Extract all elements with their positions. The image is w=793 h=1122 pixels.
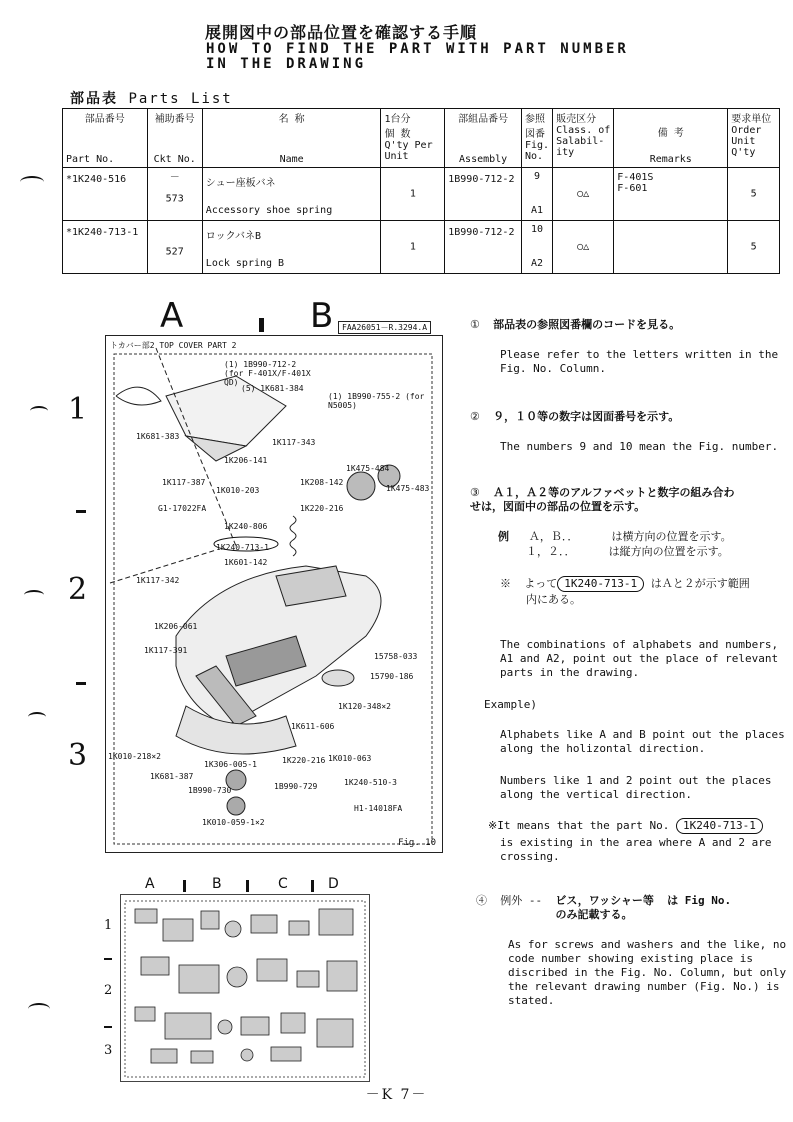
callout-label: 1K306-005-1 [204,760,257,769]
callout-label: 1K611-606 [291,722,335,731]
parts-list-label-jp: 部品表 [70,91,118,107]
instruction-4-english: As for screws and washers and the like, no code number showing existing place is discribed in the Fig. No. Column, but only the relevant drawing number (Fig. No.) is stated. [508,938,787,1007]
callout-label: 1K206-061 [154,622,198,631]
header-assembly: 部組品番号 Assembly [445,109,522,168]
cell-remarks: F-401S F-601 [614,168,728,221]
row-marker-3: 3 [68,738,88,773]
callout-label-highlighted: 1K240-713-1 [216,543,269,552]
header-part-no: 部品番号 Part No. [63,109,148,168]
callout-label: 1K010-063 [328,754,372,763]
example-label: Example) [484,698,537,711]
exploded-drawing [105,335,443,853]
title-english-line2: IN THE DRAWING [206,56,367,72]
mini-column-marker-d: D [328,876,339,892]
callout-label: 1K681-383 [136,432,180,441]
header-fig-no: 参照 図番 Fig. No. [522,109,553,168]
header-order: 要求単位 Order Unit Q'ty [728,109,780,168]
cell-fig: 9 A1 [522,168,553,221]
instruction-3-note: ※ よって 1K240-713-1 はＡと２が示す範囲 [500,577,750,590]
cell-assembly: 1B990-712-2 [445,168,522,221]
row-marker-1: 1 [68,392,88,427]
table-row [63,221,780,274]
page-number: －K 7－ [365,1087,428,1103]
mini-row-marker-1: 1 [104,918,113,933]
callout-label: (1) 1B990-755-2 (for N5005) [328,392,425,410]
column-marker-b: B [310,296,334,336]
column-marker-a: A [160,296,184,336]
cell-class: ○△ [553,168,614,221]
header-qty: 1台分 個 数 Q'ty Per Unit [381,109,445,168]
callout-label: 15790-186 [370,672,414,681]
title-japanese: 展開図中の部品位置を確認する手順 [205,23,478,42]
cell-qty: 1 [381,221,445,274]
cell-order: 5 [728,221,780,274]
cell-ckt-no: － 573 [147,168,202,221]
column-divider [259,318,264,332]
callout-label: 1K240-806 [224,522,268,531]
binding-mark [20,176,44,188]
instruction-3-example-2: １，２．． は縦方向の位置を示す。 [526,545,729,558]
callout-label: 1K475-483 [386,484,430,493]
cell-order: 5 [728,168,780,221]
callout-label: 1K681-387 [150,772,194,781]
header-name: 名 称 Name [202,109,381,168]
instruction-1: ① 部品表の参照図番欄のコードを見る。 [470,318,681,331]
title-english [206,42,629,72]
figure-label: Fig. 10 [398,838,436,848]
cell-fig: 10 A2 [522,221,553,274]
callout-label: (1) 1B990-712-2 (for F-401X/F-401X QD) [224,360,311,387]
cell-part-no: *1K240-516 [63,168,148,221]
example-note-continued: is existing in the area where A and 2 are crossing. [500,836,772,863]
cell-assembly: 1B990-712-2 [445,221,522,274]
part-number-highlight: 1K240-713-1 [557,576,644,592]
binding-mark [28,712,46,722]
callout-label: 1K220-216 [300,504,344,513]
callout-label: 1B990-729 [274,782,318,791]
cell-remarks [614,221,728,274]
header-ckt-no: 補助番号 Ckt No. [147,109,202,168]
callout-label: 15758-033 [374,652,418,661]
mini-column-marker-c: C [278,876,288,892]
callout-label: G1-17022FA [158,504,207,513]
row-divider [76,510,86,513]
callout-label: 1K601-142 [224,558,268,567]
table-header-row [63,109,780,168]
callout-label: 1K475-484 [346,464,390,473]
parts-list-label-en: Parts List [128,91,233,107]
mini-column-marker-a: A [145,876,155,892]
callout-label: 1K010-218×2 [108,752,161,761]
binding-mark [28,1003,50,1015]
callout-label: 1K010-203 [216,486,260,495]
instruction-2-english: The numbers 9 and 10 mean the Fig. number. [500,440,779,453]
instruction-3-english: The combinations of alphabets and numbers, A1 and A2, point out the place of relevant parts in the drawing. [500,638,779,679]
instruction-1-english: Please refer to the letters written in the Fig. No. Column. [500,348,779,375]
cell-name: ロックバネB Lock spring B [202,221,381,274]
mini-column-divider [246,880,249,892]
instruction-2: ② ９，１０等の数字は図面番号を示す。 [470,410,680,423]
cell-qty: 1 [381,168,445,221]
callout-label: (5) 1K681-384 [241,384,304,393]
mini-row-divider [104,1026,112,1028]
instruction-3-example: 例 Ａ，Ｂ．． は横方向の位置を示す。 [498,530,732,543]
drawing-code: FAA26051－R.3294.A [338,321,431,334]
title-english-line1: HOW TO FIND THE PART WITH PART NUMBER [206,41,629,57]
callout-label: 1K117-343 [272,438,316,447]
callout-label: 1K117-387 [162,478,206,487]
binding-mark [30,406,48,416]
callout-label: 1K120-348×2 [338,702,391,711]
callout-label: 1B990-730 [188,786,232,795]
callout-label: 1K117-342 [136,576,180,585]
mini-row-divider [104,958,112,960]
cell-ckt-no: 527 [147,221,202,274]
parts-table [62,108,780,274]
binding-mark [24,590,44,600]
mini-row-marker-2: 2 [104,983,113,998]
example-numbers: Numbers like 1 and 2 point out the places along the vertical direction. [500,774,772,801]
mini-row-marker-3: 3 [104,1043,113,1058]
example-alphabets: Alphabets like A and B point out the places along the holizontal direction. [500,728,785,755]
callout-label: 1K240-510-3 [344,778,397,787]
callout-label: H1-14018FA [354,804,403,813]
mini-exploded-drawing [120,894,370,1082]
instruction-3-note-line2: 内にある。 [526,593,581,606]
cell-class: ○△ [553,221,614,274]
header-remarks: 備 考 Remarks [614,109,728,168]
parts-list-label [70,88,233,108]
instruction-3: ③ Ａ１，Ａ２等のアルファベットと数字の組み合わ せは，図面中の部品の位置を示す。 [470,486,735,513]
example-note: ※It means that the part No. 1K240-713-1 [488,818,763,834]
mini-column-marker-b: B [212,876,222,892]
cell-part-no: *1K240-713-1 [63,221,148,274]
drawing-header: トカバー部2 TOP COVER PART 2 [110,341,237,350]
callout-label: 1K206-141 [224,456,268,465]
callout-label: 1K220-216 [282,756,326,765]
header-class: 販売区分 Class. of Salabil- ity [553,109,614,168]
mini-column-divider [183,880,186,892]
callout-label: 1K010-059-1×2 [202,818,265,827]
table-row [63,168,780,221]
mini-drawing-art [121,895,369,1081]
instruction-4: ④ 例外 -- ビス，ワッシャー等 は Fig No. のみ記載する。 [476,894,732,921]
callout-label: 1K208-142 [300,478,344,487]
callout-label: 1K117-391 [144,646,188,655]
part-number-highlight: 1K240-713-1 [676,818,763,834]
row-marker-2: 2 [68,572,88,607]
cell-name: シュー座板バネ Accessory shoe spring [202,168,381,221]
mini-column-divider [311,880,314,892]
row-divider [76,682,86,685]
